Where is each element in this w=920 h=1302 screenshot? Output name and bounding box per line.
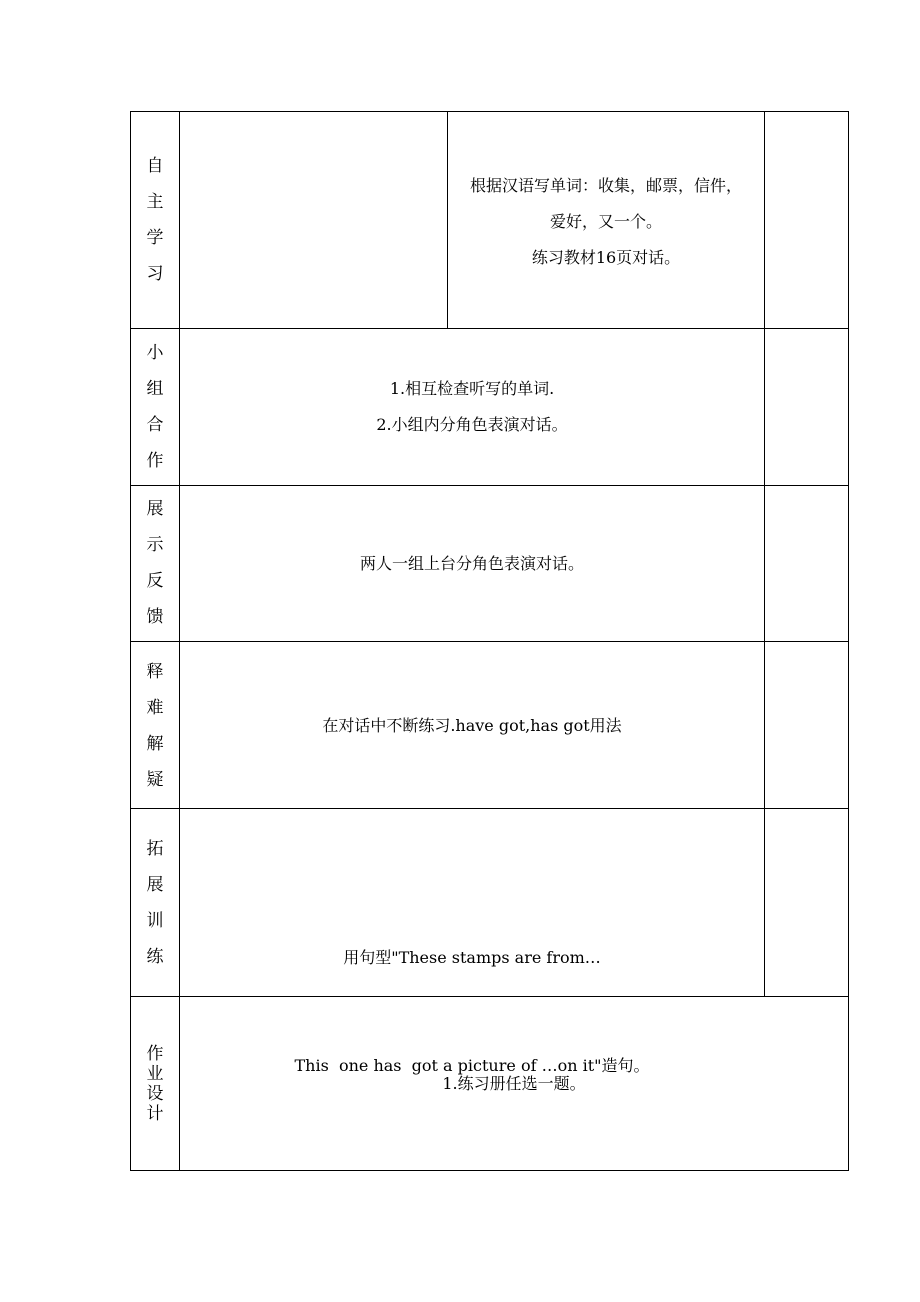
content-line: 1.相互检查听写的单词. (389, 379, 555, 398)
label-char: 疑 (146, 770, 164, 790)
content-line: 两人一组上台分角色表演对话。 (359, 554, 584, 573)
label-char: 作 (146, 451, 164, 471)
label-char: 展 (146, 875, 164, 895)
label-char: 主 (146, 192, 164, 212)
row-content-extension (180, 868, 764, 1156)
label-char: 练 (146, 947, 164, 967)
label-char: 训 (146, 911, 164, 931)
row-content-homework (180, 1066, 848, 1102)
content-line: This one has got a picture of …on it"造句。 (294, 1056, 650, 1075)
label-char: 展 (146, 499, 164, 519)
content-line: 用句型"These stamps are from… (343, 948, 601, 967)
content-line: 在对话中不断练习.have got,has got用法 (322, 716, 622, 735)
label-char: 合 (146, 415, 164, 435)
row-label-group-work (131, 335, 179, 479)
column-divider (764, 111, 765, 996)
row-divider (130, 641, 849, 642)
row-label-self-study (131, 148, 179, 292)
content-line: 根据汉语写单词：收集，邮票，信件， (469, 176, 742, 195)
label-char: 计 (146, 1104, 164, 1124)
row-divider (130, 328, 849, 329)
label-char: 拓 (146, 839, 164, 859)
label-char: 小 (146, 343, 164, 363)
label-char: 释 (146, 662, 164, 682)
row-content-group-work (180, 371, 764, 443)
content-line: 1.练习册任选一题。 (442, 1074, 586, 1093)
content-line: 爱好，又一个。 (549, 212, 662, 231)
row-content-difficulties (180, 708, 764, 744)
label-char: 难 (146, 698, 164, 718)
row-content-presentation (180, 546, 764, 582)
label-char: 组 (146, 379, 164, 399)
content-line: 2.小组内分角色表演对话。 (376, 415, 568, 434)
row-divider (130, 808, 849, 809)
label-char: 设 (146, 1084, 164, 1104)
label-char: 解 (146, 734, 164, 754)
label-char: 反 (146, 571, 164, 591)
label-char: 习 (146, 264, 164, 284)
row-label-extension (131, 831, 179, 975)
row-content-self-study (448, 168, 764, 276)
row-label-homework (131, 1044, 179, 1124)
label-char: 学 (146, 228, 164, 248)
label-char: 馈 (146, 607, 164, 627)
row-divider (130, 485, 849, 486)
label-char: 自 (146, 156, 164, 176)
row-label-presentation (131, 491, 179, 635)
label-char: 作 (146, 1044, 164, 1064)
label-char: 示 (146, 535, 164, 555)
content-line: 练习教材16页对话。 (531, 248, 681, 267)
row-label-difficulties (131, 654, 179, 798)
label-char: 业 (146, 1064, 164, 1084)
